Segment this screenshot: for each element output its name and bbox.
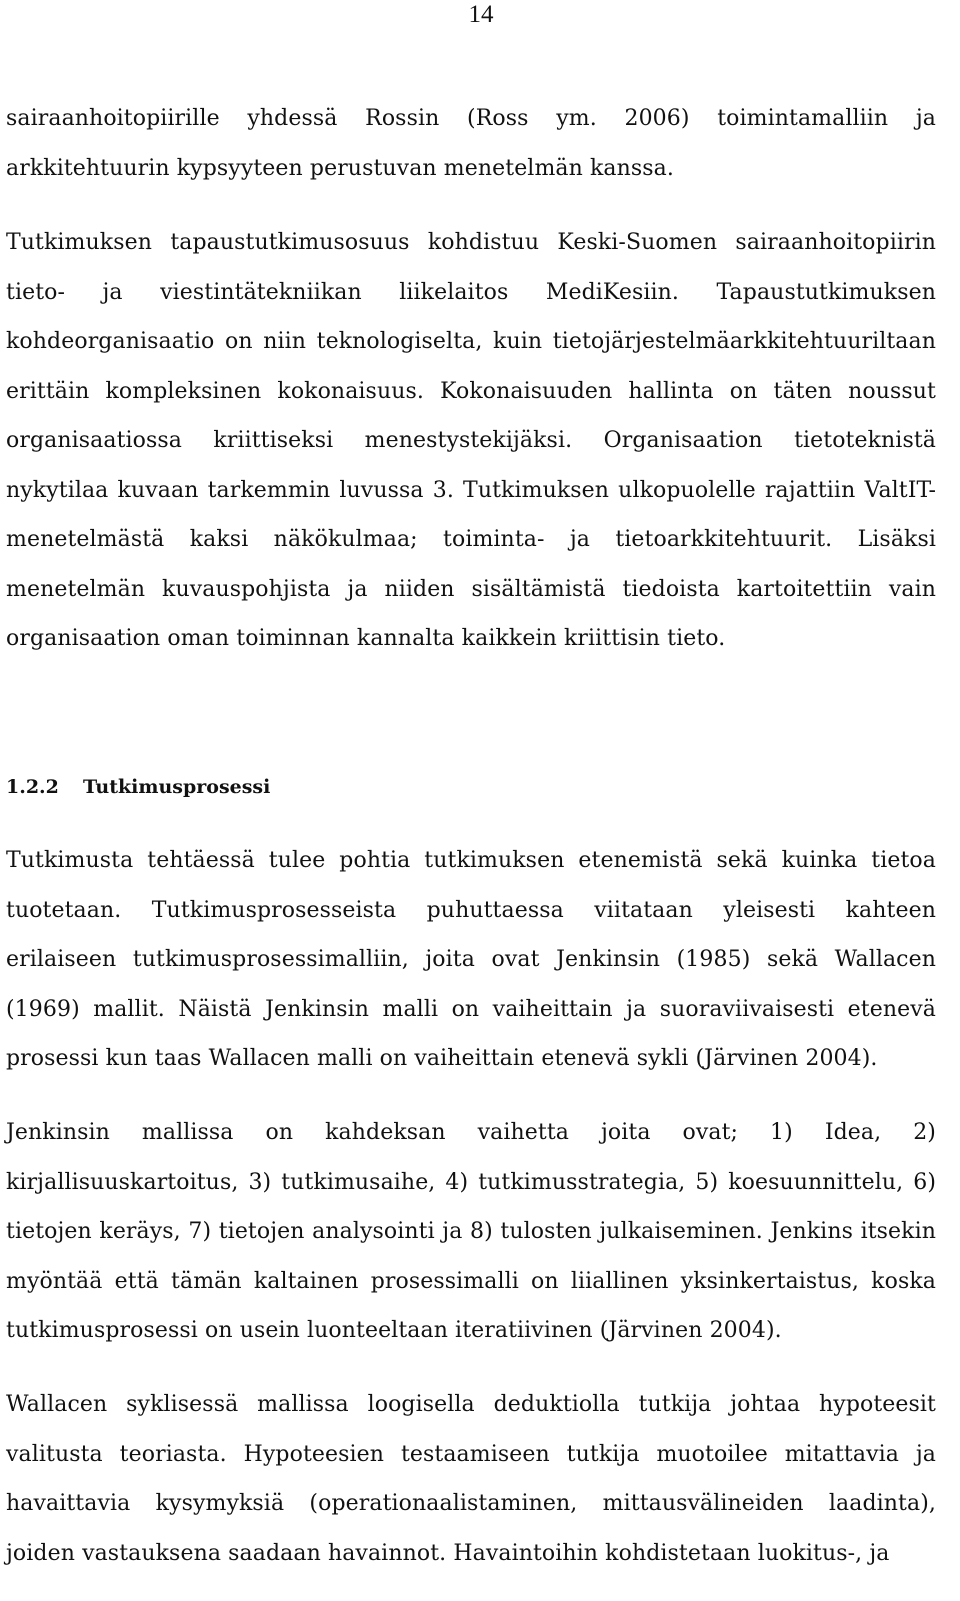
page-number: 14 [468,1,494,28]
section-paragraph-3: Wallacen syklisessä mallissa loogisella deduktiolla tutkija johtaa hypoteesit valitusta teoriasta. Hypoteesien testaamiseen tutkija muotoilee mitattavia ja havaittavia kysymyksiä (operationaalistaminen, mittausvälineiden laadinta), joiden vastauksena saadaan havainnot. Havaintoihin kohdistetaan luokitus-, ja [6,1392,936,1566]
section-paragraph-2: Jenkinsin mallissa on kahdeksan vaihetta joita ovat; 1) Idea, 2) kirjallisuuskartoitus, 3) tutkimusaihe, 4) tutkimusstrategia, 5) koesuunnittelu, 6) tietojen keräys, 7) tietojen analysointi ja 8) tulosten julkaiseminen. Jenkins itsekin myöntää että tämän kaltainen prosessimalli on liiallinen yksinkertaistus, koska tutkimusprosessi on usein luonteeltaan iteratiivinen (Järvinen 2004). [6,1120,936,1343]
section-number: 1.2.2 [6,776,59,798]
intro-paragraph-1: sairaanhoitopiirille yhdessä Rossin (Ross ym. 2006) toimintamalliin ja arkkitehtuurin kypsyyteen perustuvan menetelmän kanssa. [6,106,936,181]
intro-paragraph-2: Tutkimuksen tapaustutkimusosuus kohdistuu Keski-Suomen sairaanhoitopiirin tieto- ja viestintätekniikan liikelaitos MediKesiin. Tapaustutkimuksen kohdeorganisaatio on niin teknologiselta, kuin tietojärjestelmäarkkitehtuuriltaan erittäin kompleksinen kokonaisuus. Kokonaisuuden hallinta on täten noussut organisaatiossa kriittiseksi menestystekijäksi. Organisaation tietoteknistä nykytilaa kuvaan tarkemmin luvussa 3. Tutkimuksen ulkopuolelle rajattiin ValtIT-menetelmästä kaksi näkökulmaa; toiminta- ja tietoarkkitehtuurit. Lisäksi menetelmän kuvauspohjista ja niiden sisältämistä tiedoista kartoitettiin vain organisaation oman toiminnan kannalta kaikkein kriittisin tieto. [6,230,936,651]
section-heading [6,772,270,802]
section-paragraph-1: Tutkimusta tehtäessä tulee pohtia tutkimuksen etenemistä sekä kuinka tietoa tuotetaan. Tutkimusprosesseista puhuttaessa viitataan yleisesti kahteen erilaiseen tutkimusprosessimalliin, joita ovat Jenkinsin (1985) sekä Wallacen (1969) mallit. Näistä Jenkinsin malli on vaiheittain ja suoraviivaisesti etenevä prosessi kun taas Wallacen malli on vaiheittain etenevä sykli (Järvinen 2004). [6,848,936,1071]
section-title: Tutkimusprosessi [83,776,271,798]
